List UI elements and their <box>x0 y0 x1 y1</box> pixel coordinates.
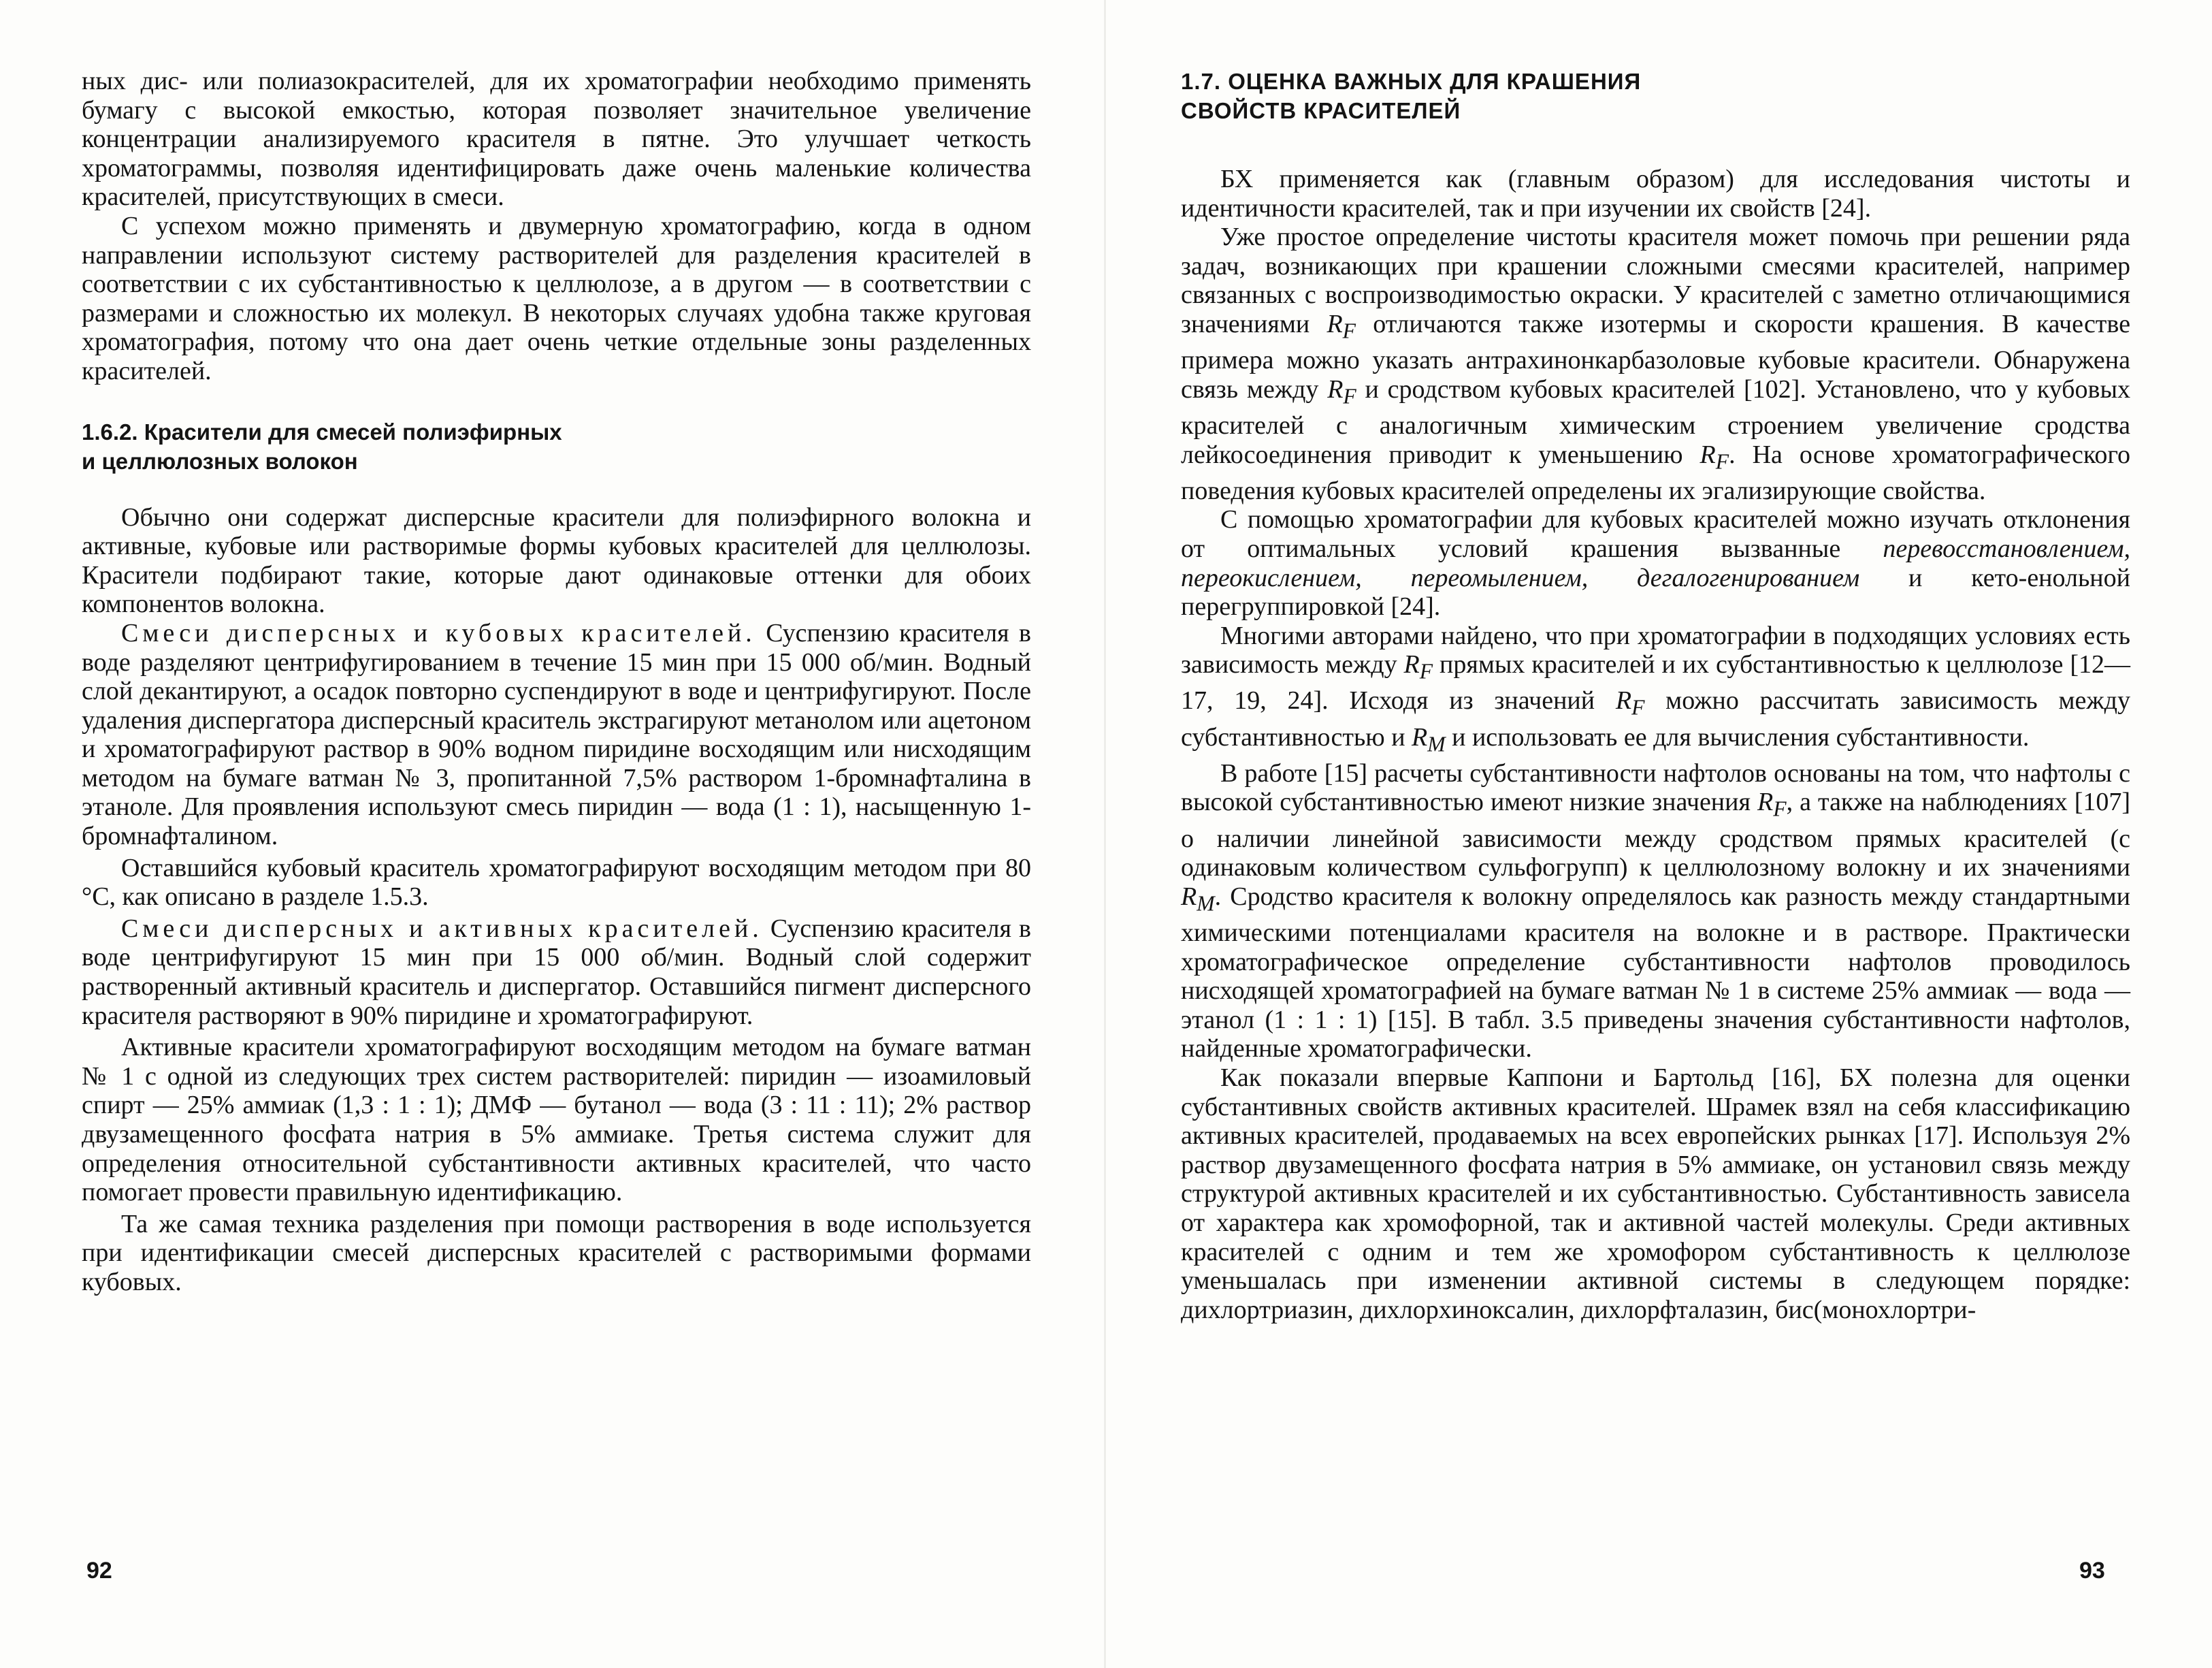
italic-terms: перевосстановлением, переокислением, переомылением, дегалогенированием <box>1181 534 2130 592</box>
text-run: и кето-енольной перегруппировкой [24]. <box>1181 563 2130 622</box>
text-run: прямых красителей и их субстантивностью к целлюлозе [12—17, 19, 24]. Исходя из значений <box>1181 650 2130 716</box>
right-text-column <box>1181 67 2130 1324</box>
page-number: 93 <box>2079 1558 2105 1584</box>
symbol-subscript: F <box>1342 319 1356 343</box>
symbol-letter: R <box>1403 650 1420 679</box>
paragraph: Как показали впервые Каппони и Бартольд [16], БХ полезна для оценки субстантивных свойств активных красителей. Шрамек взял на себя классификацию активных красителей, продаваемых на всех европейских рынках [17]. Используя 2% раствор двузамещенного фосфата натрия в 5% аммиаке, он установил связь между структурой активных красителей и их субстантивностью. Субстантивность зависела от характера как хромофорной, так и активной частей молекулы. Среди активных красителей с одним и тем же хромофором субстантивность к целлюлозе уменьшалась при изменении активной системы в следующем порядке: дихлортриазин, дихлорхиноксалин, дихлорфталазин, бис(монохлортри- <box>1181 1063 2130 1324</box>
paragraph: Активные красители хроматографируют восходящим методом на бумаге ватман № 1 с одной из следующих трех систем растворителей: пиридин — изоамиловый спирт — 25% аммиак (1,3 : 1 : 1); ДМФ — бутанол — вода (3 : 11 : 11); 2% раствор двузамещенного фосфата натрия в 5% аммиаке. Третья система служит для определения относительной субстантивности активных красителей, что часто помогает провести правильную идентификацию. <box>82 1033 1031 1207</box>
paragraph-body: Суспензию красителя в воде разделяют центрифугированием в течение 15 мин при 15 000 об/мин. Водный слой декантируют, а осадок повторно суспендируют в воде и центрифугируют. После удаления диспергатора дисперсный краситель экстрагируют метанолом или ацетоном и хроматографируют раствор в 90% водном пиридине восходящим или нисходящим методом на бумаге ватман № 3, пропитанной 7,5% раствором 1-бромнафталина в этаноле. Для проявления используют смесь пиридин — вода (1 : 1), насыщенную 1-бромнафталином. <box>82 618 1031 851</box>
symbol-subscript: F <box>1773 797 1787 822</box>
symbol-subscript: F <box>1715 449 1729 474</box>
symbol-letter: R <box>1327 374 1344 404</box>
paragraph: Оставшийся кубовый краситель хроматографируют восходящим методом при 80 °С, как описано в разделе 1.5.3. <box>82 853 1031 912</box>
text-run: , а также на наблюдениях [107] о наличии линейной зависимости между сродством прямых красителей (с одинаковым количеством сульфогрупп) к целлюлозному волокну и их значениями <box>1181 788 2130 882</box>
rf-symbol <box>1327 309 1356 343</box>
rf-symbol <box>1699 440 1729 474</box>
section-heading-line: СВОЙСТВ КРАСИТЕЛЕЙ <box>1181 98 1461 123</box>
text-run: В работе [15] расчеты субстантивности нафтолов основаны на том, что нафтолы с высокой субстантивностью имеют низкие значения <box>1181 758 2130 817</box>
symbol-subscript: F <box>1419 659 1433 684</box>
rf-symbol <box>1327 374 1356 408</box>
left-text-column <box>82 67 1031 1297</box>
paragraph-body: Суспензию красителя в воде центрифугируют 15 мин при 15 000 об/мин. Водный слой содержит растворенный активный краситель и диспергатор. Оставшийся пигмент дисперсного красителя растворяют в 90% пиридине и хроматографируют. <box>82 914 1031 1030</box>
symbol-letter: R <box>1181 882 1197 911</box>
section-heading-line: 1.6.2. Красители для смесей полиэфирных <box>82 419 562 445</box>
text-run: и сродством кубовых красителей [102]. Установлено, что у кубовых красителей с аналогичным химическим строением увеличение сродства лейкосоединения приводит к уменьшению <box>1181 374 2130 469</box>
section-heading-line: и целлюлозных волокон <box>82 448 358 474</box>
text-run: отличаются также изотермы и скорости крашения. В качестве примера можно указать антрахинонкарбазоловые кубовые красители. Обнаружена связь между <box>1181 309 2130 404</box>
symbol-letter: R <box>1412 722 1428 752</box>
rf-symbol <box>1403 650 1433 684</box>
paragraph: Обычно они содержат дисперсные красители для полиэфирного волокна и активные, кубовые или растворимые формы кубовых красителей для целлюлозы. Красители подбирают такие, которые дают одинаковые оттенки для обоих компонентов волокна. <box>82 502 1031 619</box>
right-page <box>1106 0 2212 1668</box>
paragraph <box>1181 223 2130 505</box>
paragraph: ных дис- или полиазокрасителей, для их хроматографии необходимо применять бумагу с высокой емкостью, которая позволяет значительное увеличение концентрации анализируемого красителя в пятне. Это улучшает четкость хроматограммы, позволяя идентифицировать даже очень маленькие количества красителей, присутствующих в смеси. <box>82 67 1031 212</box>
paragraph <box>82 914 1031 1030</box>
section-heading <box>1181 67 2130 125</box>
paragraph <box>82 619 1031 851</box>
symbol-subscript: F <box>1631 696 1645 720</box>
paragraph: Та же самая техника разделения при помощи растворения в воде используется при идентификации смесей дисперсных красителей с растворимыми формами кубовых. <box>82 1209 1031 1296</box>
section-heading-line: 1.7. ОЦЕНКА ВАЖНЫХ ДЛЯ КРАШЕНИЯ <box>1181 69 1642 94</box>
page-number: 92 <box>86 1558 112 1584</box>
symbol-subscript: M <box>1197 891 1215 916</box>
section-heading <box>82 417 1031 476</box>
text-run: и использовать ее для вычисления субстантивности. <box>1445 722 2030 752</box>
symbol-letter: R <box>1757 788 1774 817</box>
paragraph: С успехом можно применять и двумерную хроматографию, когда в одном направлении используют систему растворителей для разделения красителей в соответствии с их субстантивностью к целлюлозе, а в другом — в соответствии с размерами и сложностью их молекул. В некоторых случаях удобна также круговая хроматография, потому что она дает очень четкие отдельные зоны разделенных красителей. <box>82 211 1031 385</box>
paragraph <box>1181 759 2130 1063</box>
symbol-letter: R <box>1327 309 1343 338</box>
paragraph-lead: Смеси дисперсных и кубовых красителей. <box>121 618 756 647</box>
text-run: можно рассчитать зависимость между субстантивностью и <box>1181 686 2130 752</box>
text-run: . На основе хроматографического поведения кубовых красителей определены их эгализирующие свойства. <box>1181 440 2131 505</box>
text-run: Уже простое определение чистоты красителя может помочь при решении ряда задач, возникающих при крашении сложными смесями красителей, например связанных с воспроизводимостью окраски. У красителей с заметно отличающимися значениями <box>1181 223 2130 338</box>
paragraph-lead: Смеси дисперсных и активных красителей. <box>121 914 763 943</box>
text-run: Многими авторами найдено, что при хроматографии в подходящих условиях есть зависимость между <box>1181 621 2130 679</box>
paragraph <box>1181 622 2130 759</box>
symbol-letter: R <box>1615 686 1632 716</box>
rm-symbol <box>1181 882 1215 916</box>
rf-symbol <box>1615 686 1645 720</box>
symbol-letter: R <box>1699 440 1716 469</box>
symbol-subscript: F <box>1343 384 1356 408</box>
text-run: . Сродство красителя к волокну определялось как разность между стандартными химическими потенциалами красителя на волокне и в растворе. Практически хроматографическое определение субстантивности нафтолов проводилось нисходящей хроматографией на бумаге ватман № 1 в системе 25% аммиак — вода — этанол (1 : 1 : 1) [15]. В табл. 3.5 приведены значения субстантивности нафтолов, найденные хроматографически. <box>1181 882 2130 1063</box>
text-run: С помощью хроматографии для кубовых красителей можно изучать отклонения от оптимальных условий крашения вызванные <box>1181 505 2130 563</box>
rf-symbol <box>1757 788 1787 822</box>
rm-symbol <box>1412 722 1446 756</box>
paragraph <box>1181 505 2130 621</box>
symbol-subscript: M <box>1427 732 1446 756</box>
paragraph: БХ применяется как (главным образом) для исследования чистоты и идентичности красителей, так и при изучении их свойств [24]. <box>1181 165 2130 223</box>
